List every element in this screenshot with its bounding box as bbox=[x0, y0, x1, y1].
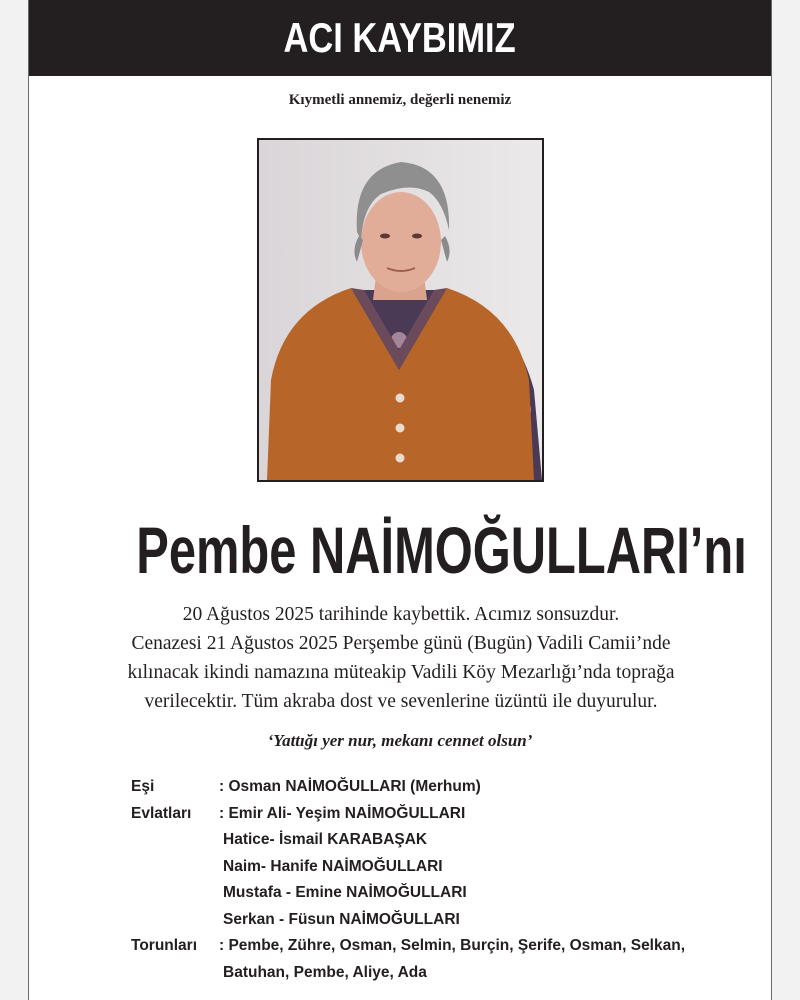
children-label: Evlatları bbox=[131, 804, 192, 822]
child-row bbox=[131, 880, 685, 907]
message-line: 20 Ağustos 2025 tarihinde kaybettik. Acımız sonsuzdur. bbox=[182, 604, 620, 625]
child-row bbox=[131, 827, 685, 854]
announcement-message bbox=[49, 600, 753, 716]
child-row bbox=[131, 854, 685, 881]
prayer-quote: ‘Yattığı yer nur, mekanı cennet olsun’ bbox=[267, 731, 533, 750]
portrait-photo bbox=[257, 138, 544, 482]
child-entry: : Emir Ali- Yeşim NAİMOĞULLARI bbox=[219, 804, 466, 822]
obituary-sheet bbox=[28, 0, 772, 1000]
grandchildren-row bbox=[131, 933, 685, 960]
header-title: ACI KAYBIMIZ bbox=[283, 14, 517, 61]
grandchildren-label: Torunları bbox=[131, 937, 198, 954]
message-line: kılınacak ikindi namazına müteakip Vadili Köy Mezarlığı’nda toprağa bbox=[127, 662, 675, 683]
child-row bbox=[131, 907, 685, 934]
spouse-value: : Osman NAİMOĞULLARI (Merhum) bbox=[219, 778, 481, 795]
child-entry: Serkan - Füsun NAİMOĞULLARI bbox=[223, 910, 460, 928]
child-entry: Hatice- İsmail KARABAŞAK bbox=[223, 831, 428, 848]
deceased-name-text: Pembe NAİMOĞULLARI’nı bbox=[136, 513, 747, 587]
header-bar bbox=[29, 0, 771, 76]
child-entry: Mustafa - Emine NAİMOĞULLARI bbox=[223, 884, 467, 901]
spouse-row bbox=[131, 774, 685, 801]
child-entry: Naim- Hanife NAİMOĞULLARI bbox=[223, 857, 443, 875]
spouse-label: Eşi bbox=[131, 778, 155, 795]
deceased-name bbox=[29, 510, 771, 590]
grandchildren-row-cont bbox=[131, 960, 685, 987]
grandchildren-entry: Batuhan, Pembe, Aliye, Ada bbox=[223, 963, 427, 981]
grandchildren-entry: : Pembe, Zühre, Osman, Selmin, Burçin, Şerife, Osman, Selkan, bbox=[219, 937, 686, 954]
family-list bbox=[131, 774, 685, 986]
message-line: verilecektir. Tüm akraba dost ve sevenlerine üzüntü ile duyurulur. bbox=[144, 691, 658, 712]
children-row bbox=[131, 801, 685, 828]
message-line: Cenazesi 21 Ağustos 2025 Perşembe günü (Bugün) Vadili Camii’nde bbox=[131, 633, 671, 654]
subtitle: Kıymetli annemiz, değerli nenemiz bbox=[288, 92, 512, 108]
